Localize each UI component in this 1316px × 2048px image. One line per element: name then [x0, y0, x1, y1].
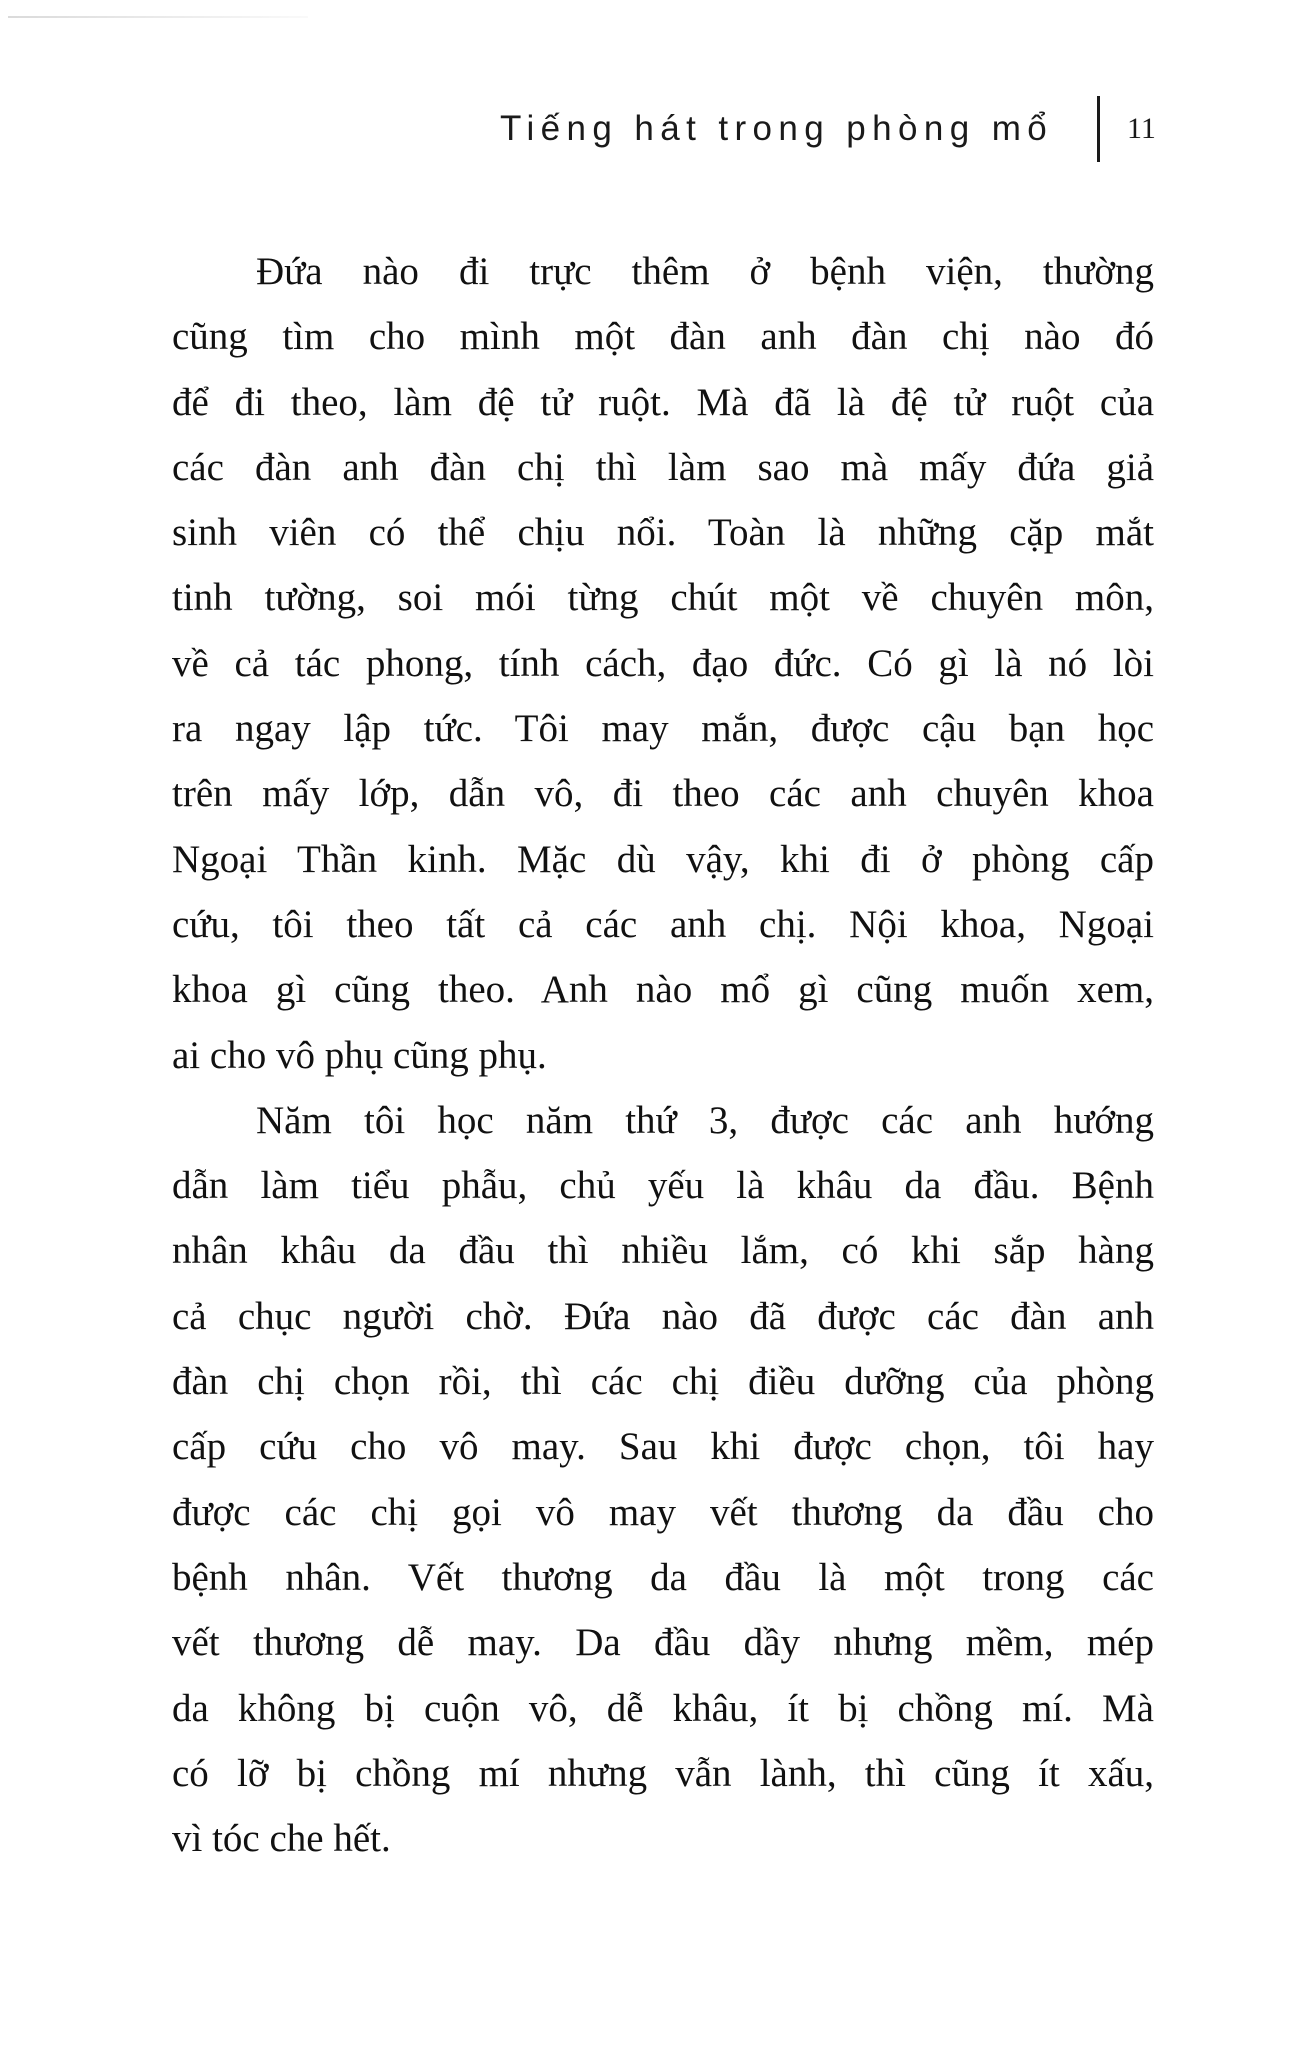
- text-line: ai cho vô phụ cũng phụ.: [172, 1033, 547, 1077]
- text-line: da không bị cuộn vô, dễ khâu, ít bị chồng mí. Mà: [172, 1686, 1154, 1730]
- text-line: vết thương dễ may. Da đầu dầy nhưng mềm, mép: [172, 1621, 1154, 1665]
- text-line: dẫn làm tiểu phẫu, chủ yếu là khâu da đầu. Bệnh: [172, 1164, 1154, 1208]
- page-number: 11: [1127, 112, 1156, 145]
- text-line: trên mấy lớp, dẫn vô, đi theo các anh chuyên khoa: [172, 772, 1154, 816]
- text-line: khoa gì cũng theo. Anh nào mổ gì cũng muốn xem,: [172, 968, 1154, 1012]
- paragraph: [172, 1095, 1154, 1879]
- text-line: cứu, tôi theo tất cả các anh chị. Nội khoa, Ngoại: [172, 902, 1154, 946]
- text-line: Ngoại Thần kinh. Mặc dù vậy, khi đi ở phòng cấp: [172, 837, 1154, 881]
- chapter-title: Tiếng hát trong phòng mổ: [500, 109, 1054, 148]
- text-line: cấp cứu cho vô may. Sau khi được chọn, tôi hay: [172, 1425, 1154, 1469]
- text-line: sinh viên có thể chịu nổi. Toàn là những cặp mắt: [172, 511, 1154, 555]
- text-line: tinh tường, soi mói từng chút một về chuyên môn,: [172, 576, 1154, 620]
- text-line: vì tóc che hết.: [172, 1817, 391, 1861]
- text-line: cũng tìm cho mình một đàn anh đàn chị nào đó: [172, 315, 1154, 359]
- text-line: đàn chị chọn rồi, thì các chị điều dưỡng của phòng: [172, 1360, 1154, 1404]
- text-line: Đứa nào đi trực thêm ở bệnh viện, thường: [256, 250, 1154, 293]
- scan-artifact-line: [8, 16, 308, 18]
- text-line: các đàn anh đàn chị thì làm sao mà mấy đứa giả: [172, 445, 1154, 489]
- text-line: được các chị gọi vô may vết thương da đầu cho: [172, 1490, 1154, 1534]
- text-line: về cả tác phong, tính cách, đạo đức. Có gì là nó lòi: [172, 641, 1154, 685]
- text-line: để đi theo, làm đệ tử ruột. Mà đã là đệ tử ruột của: [172, 380, 1154, 424]
- header-divider: [1097, 96, 1100, 162]
- text-line: nhân khâu da đầu thì nhiều lắm, có khi sắp hàng: [172, 1229, 1154, 1273]
- text-line: ra ngay lập tức. Tôi may mắn, được cậu bạn học: [172, 707, 1154, 751]
- paragraph: [172, 246, 1154, 1095]
- text-line: có lỡ bị chồng mí nhưng vẫn lành, thì cũng ít xấu,: [172, 1751, 1154, 1795]
- text-line: cả chục người chờ. Đứa nào đã được các đàn anh: [172, 1294, 1154, 1338]
- body-text: [172, 246, 1154, 1878]
- text-line: bệnh nhân. Vết thương da đầu là một trong các: [172, 1555, 1154, 1599]
- text-line: Năm tôi học năm thứ 3, được các anh hướng: [256, 1098, 1154, 1142]
